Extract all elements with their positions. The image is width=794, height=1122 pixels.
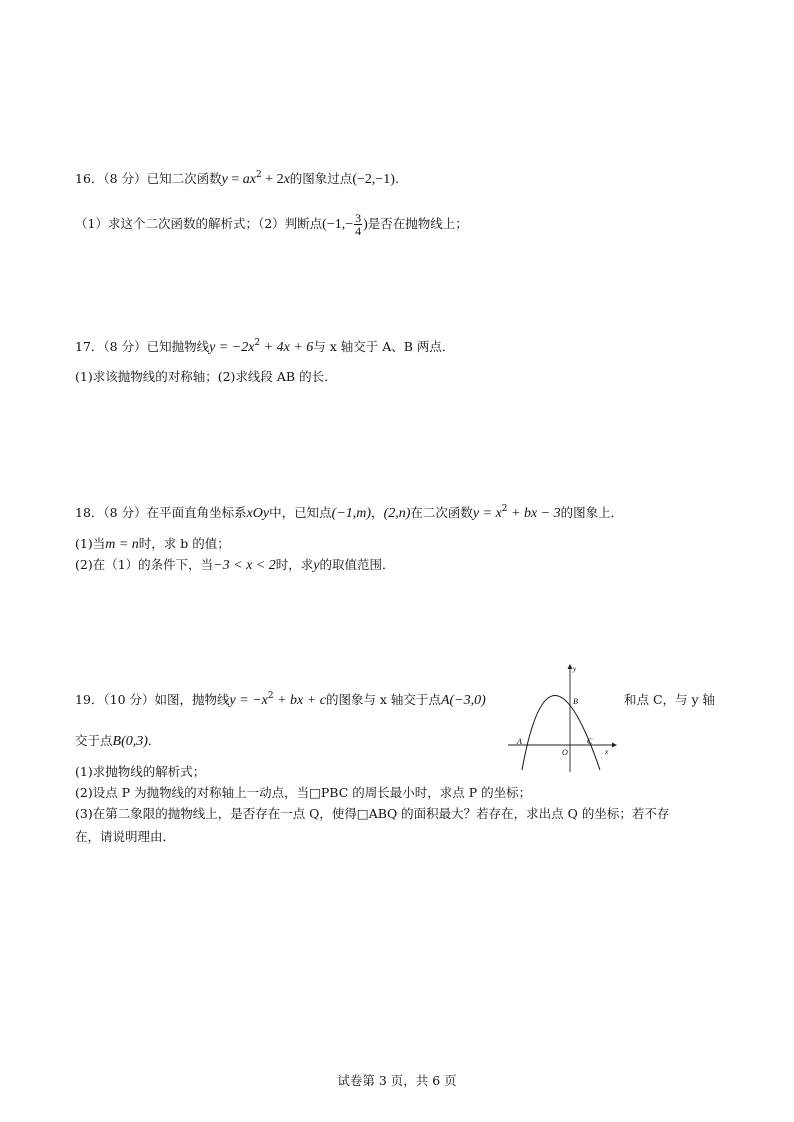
q19-sub3-cont: 在，请说明理由． bbox=[75, 829, 176, 844]
q18-stem: 18．（8 分）在平面直角坐标系xOy中，已知点(−1,m)，(2,n)在二次函数$y = x^2$ + bx − 3的图象上． bbox=[75, 504, 624, 521]
label-C: C bbox=[587, 737, 593, 746]
label-B: B bbox=[573, 697, 578, 706]
fraction-3-4: $\frac{3}{4}$ bbox=[355, 211, 362, 238]
parabola-curve bbox=[522, 696, 600, 771]
label-O: O bbox=[562, 748, 568, 757]
q16-subquestions: （1）求这个二次函数的解析式；（2）判断点(−1,− $\frac{3}{4}$ )是否在抛物线上； bbox=[75, 211, 468, 238]
y-axis-arrow bbox=[568, 664, 573, 669]
q19-sub1: (1)求抛物线的解析式； bbox=[75, 764, 206, 779]
q19-stem-right: 和点 C，与 y 轴 bbox=[624, 692, 716, 707]
q19-stem-line2: 交于点B(0,3)． bbox=[75, 733, 161, 749]
parabola-figure bbox=[508, 662, 620, 774]
q18-sub1: (1)当m = n时，求 b 的值； bbox=[75, 536, 230, 552]
q17-subquestions: (1)求该抛物线的对称轴；(2)求线段 AB 的长． bbox=[75, 369, 337, 384]
q16-stem: 16．（8 分）已知二次函数$y = ax^2 + 2x$的图象过点(−2,−1). bbox=[75, 170, 399, 187]
x-axis-arrow bbox=[612, 743, 617, 748]
q19-sub2: (2)设点 P 为抛物线的对称轴上一动点，当□PBC 的周长最小时，求点 P 的坐标； bbox=[75, 785, 532, 800]
label-A: A bbox=[517, 737, 522, 746]
q17-stem: 17．（8 分）已知抛物线$y = -2x^2 + 4x + 6$与 x 轴交于 A、B 两点． bbox=[75, 338, 455, 355]
page-footer: 试卷第 3 页，共 6 页 bbox=[337, 1073, 457, 1088]
q18-sub2: (2)在（1）的条件下，当−3 < x < 2时，求y的取值范围． bbox=[75, 557, 395, 573]
q19-stem: 19．（10 分）如图，抛物线$y = -x^2$ + bx + c的图象与 x 轴交于点A(−3,0) bbox=[75, 691, 486, 708]
label-x: x bbox=[605, 748, 609, 756]
q19-sub3: (3)在第二象限的抛物线上，是否存在一点 Q，使得□ABQ 的面积最大？若存在，求出点 Q 的坐标；若不存 bbox=[75, 806, 670, 821]
label-y: y bbox=[573, 665, 577, 673]
